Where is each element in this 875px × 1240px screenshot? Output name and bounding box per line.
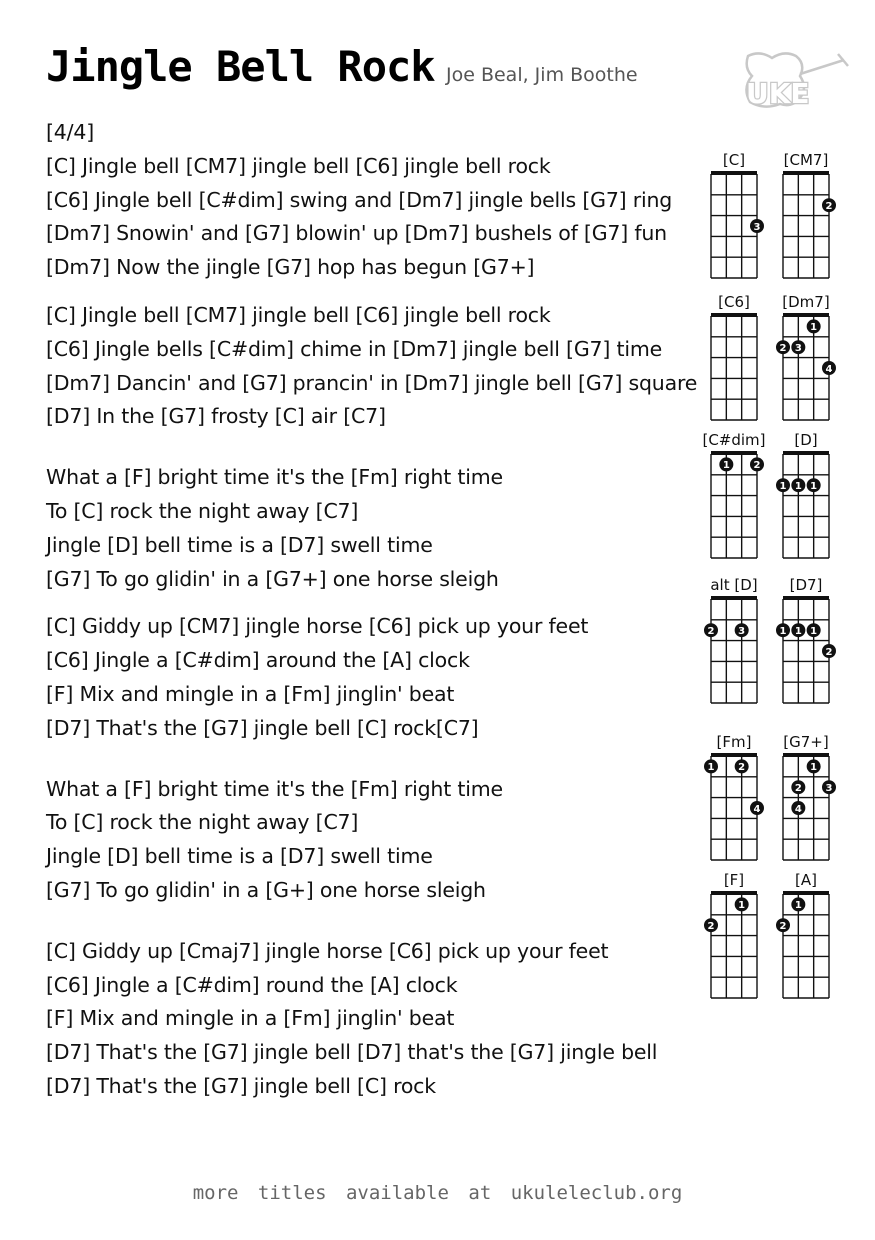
chord-name: [C] (722, 151, 746, 169)
finger-dot (807, 478, 821, 492)
chord-nut (711, 596, 757, 600)
finger-number: 3 (738, 626, 746, 637)
chord-diagram (698, 732, 770, 864)
finger-number: 1 (810, 762, 818, 774)
chord-name: [C6] (718, 293, 750, 311)
chord-fretboard (704, 312, 764, 424)
finger-dot (822, 644, 836, 658)
finger-number: 2 (794, 783, 802, 794)
finger-number: 2 (707, 921, 715, 932)
finger-dot (807, 623, 821, 637)
finger-dot (750, 219, 764, 233)
chord-fretboard (776, 312, 836, 424)
chord-diagram (698, 430, 770, 562)
finger-dot (704, 759, 718, 773)
chord-name: [D] (794, 431, 818, 449)
chord-fretboard (776, 890, 836, 1002)
chord-fretboard (704, 595, 764, 707)
finger-dot (791, 897, 805, 911)
chord-nut (711, 171, 757, 175)
logo-text: UKE (746, 77, 810, 110)
chord-fretboard (776, 595, 836, 707)
chord-fretboard (704, 752, 764, 864)
lyric-line: [F] Mix and mingle in a [Fm] jinglin' beat (46, 1006, 455, 1031)
finger-number: 4 (753, 803, 761, 815)
lyric-line: [D7] In the [G7] frosty [C] air [C7] (46, 404, 386, 429)
finger-number: 1 (794, 481, 802, 492)
chord-nut (783, 451, 829, 455)
finger-number: 2 (738, 762, 746, 774)
lyric-line: Jingle [D] bell time is a [D7] swell time (46, 844, 433, 869)
lyric-line: [C] Giddy up [CM7] jingle horse [C6] pick up your feet (46, 614, 589, 639)
finger-number: 3 (794, 343, 802, 354)
lyric-line: Jingle [D] bell time is a [D7] swell time (46, 532, 433, 557)
lyric-line: [Dm7] Dancin' and [G7] prancin' in [Dm7] jingle bell [G7] square (46, 370, 698, 395)
finger-number: 2 (707, 626, 715, 637)
chord-name: [C#dim] (702, 431, 766, 449)
lyric-line: [Dm7] Now the jingle [G7] hop has begun [G7+] (46, 255, 535, 280)
chord-nut (711, 451, 757, 455)
finger-number: 2 (779, 921, 787, 932)
finger-dot (750, 801, 764, 815)
song-authors: Joe Beal, Jim Boothe (446, 64, 638, 86)
finger-number: 1 (794, 626, 802, 637)
lyric-line: [F] Mix and mingle in a [Fm] jinglin' beat (46, 681, 455, 706)
lyric-line: [C6] Jingle a [C#dim] around the [A] clock (46, 648, 470, 673)
finger-number: 4 (825, 363, 833, 375)
finger-dot (791, 478, 805, 492)
lyric-line: What a [F] bright time it's the [Fm] right time (46, 776, 503, 801)
finger-dot (807, 759, 821, 773)
ukulele-logo (740, 48, 850, 110)
chord-nut (783, 596, 829, 600)
lyric-line: [D7] That's the [G7] jingle bell [C] rock[C7] (46, 715, 479, 740)
lyric-line: [G7] To go glidin' in a [G7+] one horse sleigh (46, 566, 499, 591)
finger-number: 1 (810, 322, 818, 334)
chord-name: [F] (723, 871, 745, 889)
chord-nut (783, 753, 829, 757)
chord-diagram (770, 732, 842, 864)
chord-diagram (770, 292, 842, 424)
finger-number: 3 (825, 783, 833, 794)
finger-dot (750, 457, 764, 471)
lyric-line: [C] Jingle bell [CM7] jingle bell [C6] jingle bell rock (46, 302, 551, 327)
finger-dot (776, 918, 790, 932)
lyric-line: [C6] Jingle bell [C#dim] swing and [Dm7] jingle bells [G7] ring (46, 187, 673, 212)
finger-dot (776, 340, 790, 354)
chord-name: [CM7] (783, 151, 829, 169)
lyric-line: [C6] Jingle a [C#dim] round the [A] clock (46, 972, 458, 997)
footer-text: more titles available at ukuleleclub.org (192, 1182, 683, 1204)
finger-number: 3 (753, 221, 761, 233)
chord-name: alt [D] (710, 576, 758, 594)
chord-name: [D7] (789, 576, 823, 594)
chord-diagram (770, 430, 842, 562)
finger-dot (704, 623, 718, 637)
finger-dot (791, 623, 805, 637)
finger-dot (791, 340, 805, 354)
song-title: Jingle Bell Rock (46, 42, 435, 91)
chord-nut (711, 891, 757, 895)
finger-dot (735, 897, 749, 911)
lyrics (46, 116, 706, 1104)
finger-number: 2 (753, 460, 761, 472)
chord-diagram (698, 575, 770, 707)
chord-fretboard (776, 752, 836, 864)
finger-number: 1 (722, 460, 730, 472)
chord-diagram (770, 575, 842, 707)
chord-diagram (698, 870, 770, 1002)
lyric-line: [C] Jingle bell [CM7] jingle bell [C6] jingle bell rock (46, 153, 551, 178)
lyric-line: To [C] rock the night away [C7] (46, 498, 359, 523)
chord-name: [A] (795, 871, 817, 889)
time-signature: [4/4] (46, 120, 94, 144)
finger-dot (791, 780, 805, 794)
finger-number: 1 (810, 626, 818, 637)
chord-diagram (770, 870, 842, 1002)
chord-fretboard (704, 890, 764, 1002)
chord-diagram (698, 292, 770, 424)
finger-number: 2 (825, 646, 833, 658)
chord-nut (783, 171, 829, 175)
chord-name: [Fm] (716, 733, 752, 751)
chord-fretboard (704, 170, 764, 282)
chord-nut (783, 891, 829, 895)
lyric-line: [D7] That's the [G7] jingle bell [C] rock (46, 1073, 436, 1098)
finger-number: 1 (810, 481, 818, 492)
finger-number: 2 (779, 343, 787, 354)
finger-number: 1 (794, 900, 802, 912)
finger-dot (822, 780, 836, 794)
chord-name: [Dm7] (782, 293, 830, 311)
lyric-line: What a [F] bright time it's the [Fm] right time (46, 465, 503, 490)
chord-fretboard (776, 170, 836, 282)
chord-nut (711, 753, 757, 757)
finger-dot (776, 623, 790, 637)
finger-dot (822, 361, 836, 375)
finger-dot (776, 478, 790, 492)
chord-diagram (770, 150, 842, 282)
finger-number: 1 (779, 626, 787, 637)
chord-nut (711, 313, 757, 317)
finger-dot (735, 759, 749, 773)
chord-fretboard (776, 450, 836, 562)
lyric-line: [C] Giddy up [Cmaj7] jingle horse [C6] pick up your feet (46, 938, 609, 963)
chord-name: [G7+] (783, 733, 829, 751)
chord-nut (783, 313, 829, 317)
lyric-line: [C6] Jingle bells [C#dim] chime in [Dm7] jingle bell [G7] time (46, 336, 663, 361)
finger-dot (822, 198, 836, 212)
finger-number: 4 (794, 803, 802, 815)
chord-diagrams (690, 150, 870, 1010)
chord-fretboard (704, 450, 764, 562)
chord-diagram (698, 150, 770, 282)
finger-number: 1 (707, 762, 715, 774)
lyric-line: [G7] To go glidin' in a [G+] one horse sleigh (46, 877, 486, 902)
finger-dot (807, 319, 821, 333)
finger-number: 1 (779, 481, 787, 492)
finger-dot (704, 918, 718, 932)
finger-number: 2 (825, 201, 833, 212)
finger-dot (735, 623, 749, 637)
lyric-line: [Dm7] Snowin' and [G7] blowin' up [Dm7] bushels of [G7] fun (46, 221, 667, 246)
finger-dot (719, 457, 733, 471)
finger-dot (791, 801, 805, 815)
finger-number: 1 (738, 900, 746, 912)
lyric-line: To [C] rock the night away [C7] (46, 810, 359, 835)
lyric-line: [D7] That's the [G7] jingle bell [D7] that's the [G7] jingle bell (46, 1040, 658, 1065)
